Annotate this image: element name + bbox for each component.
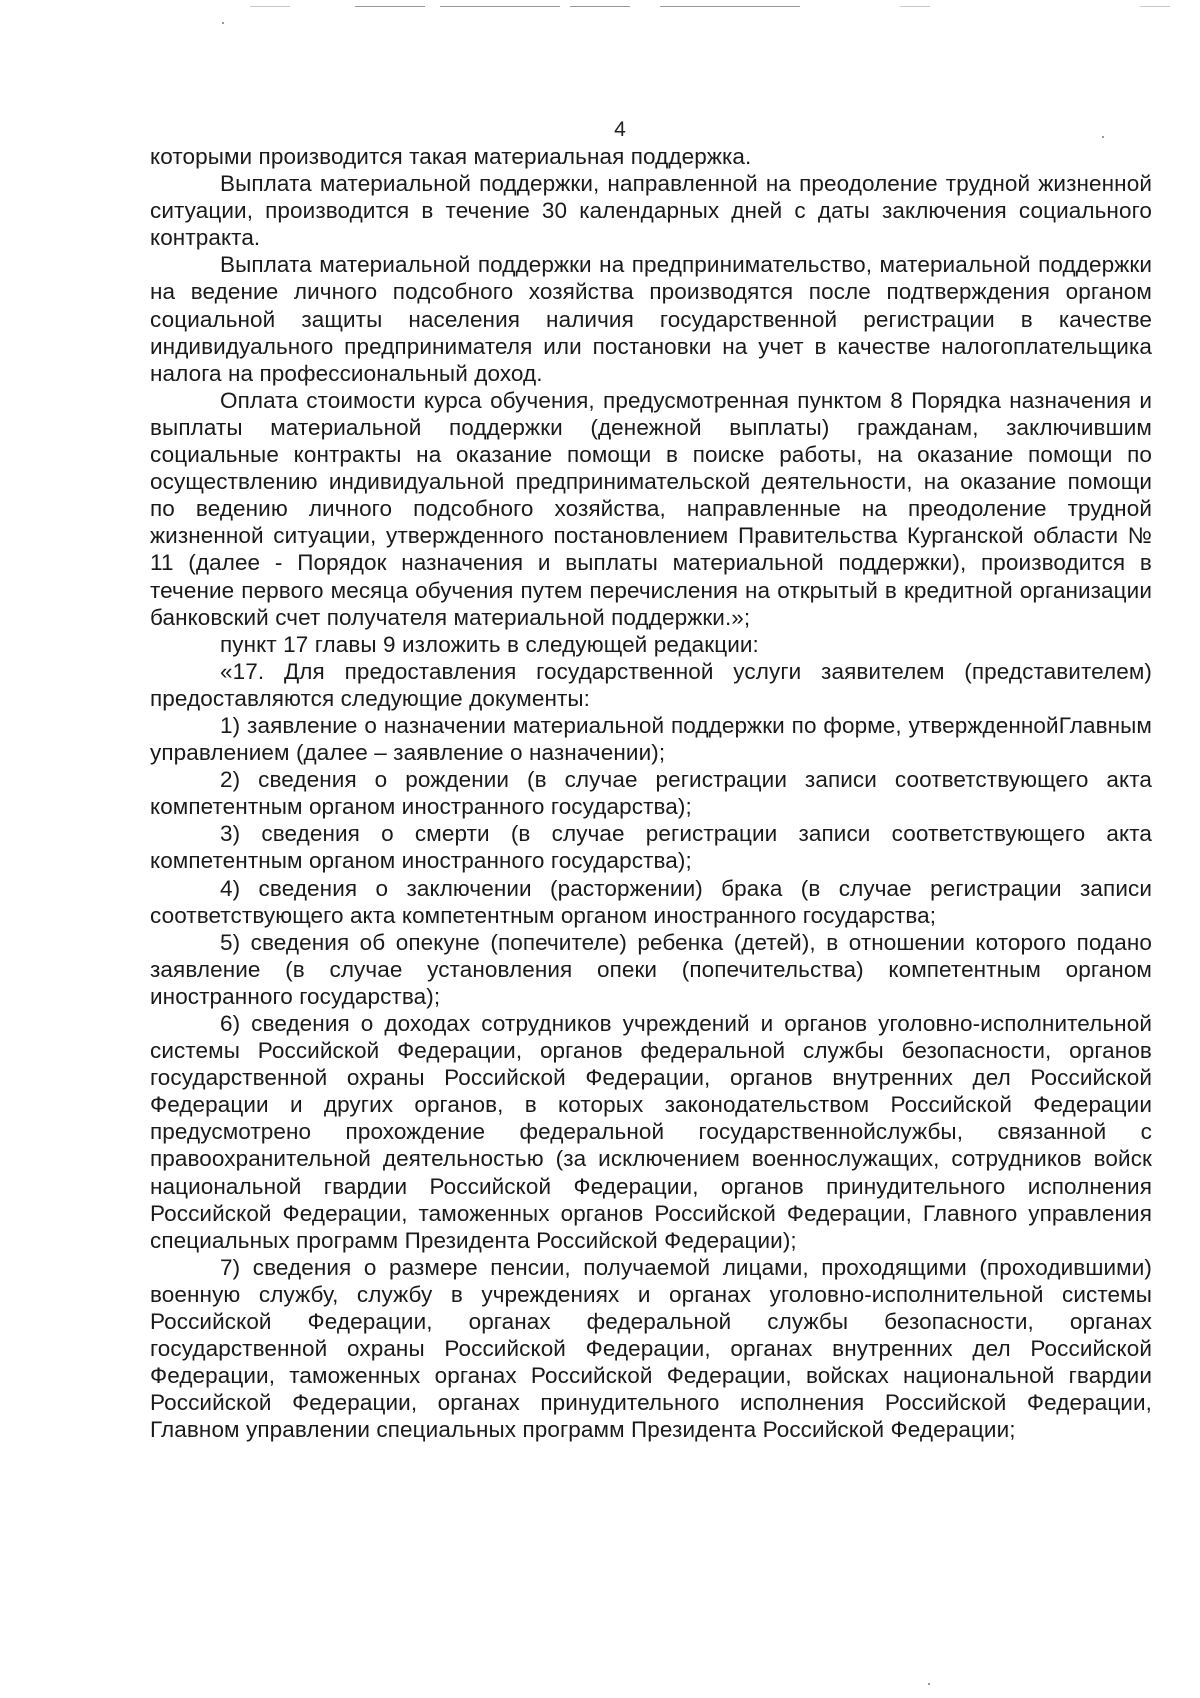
paragraph: Выплата материальной поддержки, направленной на преодоление трудной жизненной ситуации, производится в течение 30 календарных дней с даты заключения социального контракта. [150,171,1152,251]
paragraph: которыми производится такая материальная поддержка. [150,144,752,169]
scan-artifact-line [250,6,290,7]
list-item: 4) сведения о заключении (расторжении) брака (в случае регистрации записи соответствующего акта компетентным органом иностранного государства; [150,875,1152,928]
scan-artifact-line [570,6,630,7]
paragraph: Выплата материальной поддержки на предпринимательство, материальной поддержки на ведение личного подсобного хозяйства производятся после подтверждения органом социальной защиты населения наличия государственной регистрации в качестве индивидуального предпринимателя или постановки на учет в качестве налогоплательщика налога на профессиональный доход. [150,252,1152,386]
scan-artifact-line [440,6,560,7]
scan-speck [222,22,224,24]
list-item: 3) сведения о смерти (в случае регистрации записи соответствующего акта компетентным органом иностранного государства); [150,821,1152,874]
list-item: 6) сведения о доходах сотрудников учреждений и органов уголовно-исполнительной системы Российской Федерации, органов федеральной службы безопасности, органов государственной охраны Российской Федерации, органов внутренних дел Российской Федерации и других органов, в которых законодательством Российской Федерации предусмотрено прохождение федеральной государственнойслужбы, связанной с правоохранительной деятельностью (за исключением военнослужащих, сотрудников войск национальной гвардии Российской Федерации, органов принудительного исполнения Российской Федерации, таможенных органов Российской Федерации, Главного управления специальных программ Президента Российской Федерации); [150,1011,1152,1253]
scan-artifact-line [660,6,800,7]
scan-artifact-line [355,6,425,7]
list-item: 1) заявление о назначении материальной поддержки по форме, утвержденнойГлавным управлением (далее – заявление о назначении); [150,712,1152,766]
paragraph: Оплата стоимости курса обучения, предусмотренная пунктом 8 Порядка назначения и выплаты материальной поддержки (денежной выплаты) гражданам, заключившим социальные контракты на оказание помощи в поиске работы, на оказание помощи по осуществлению индивидуальной предпринимательской деятельности, на оказание помощи по ведению личного подсобного хозяйства, направленные на преодоление трудной жизненной ситуации, утвержденного постановлением Правительства Курганской области № 11 (далее - Порядок назначения и выплаты материальной поддержки), производится в течение первого месяца обучения путем перечисления на открытый в кредитной организации банковский счет получателя материальной поддержки.»; [150,387,1152,630]
document-body [150,143,1152,1444]
scan-speck [928,1683,930,1685]
scan-artifact-line [900,6,930,7]
scan-artifact-line [1140,6,1170,7]
paragraph: «17. Для предоставления государственной услуги заявителем (представителем) предоставляются следующие документы: [150,658,1152,711]
list-item: 2) сведения о рождении (в случае регистрации записи соответствующего акта компетентным органом иностранного государства); [150,767,1152,820]
page-number: 4 [614,118,626,141]
list-item: 5) сведения об опекуне (попечителе) ребенка (детей), в отношении которого подано заявление (в случае установления опеки (попечительства) компетентным органом иностранного государства); [150,929,1152,1009]
list-item: 7) сведения о размере пенсии, получаемой лицами, проходящими (проходившими) военную службу, службу в учреждениях и органах уголовно-исполнительной системы Российской Федерации, органах федеральной службы безопасности, органах государственной охраны Российской Федерации, органах внутренних дел Российской Федерации, таможенных органах Российской Федерации, войсках национальной гвардии Российской Федерации, органах принудительного исполнения Российской Федерации, Главном управлении специальных программ Президента Российской Федерации; [150,1254,1152,1443]
paragraph: пункт 17 главы 9 изложить в следующей редакции: [220,631,759,657]
